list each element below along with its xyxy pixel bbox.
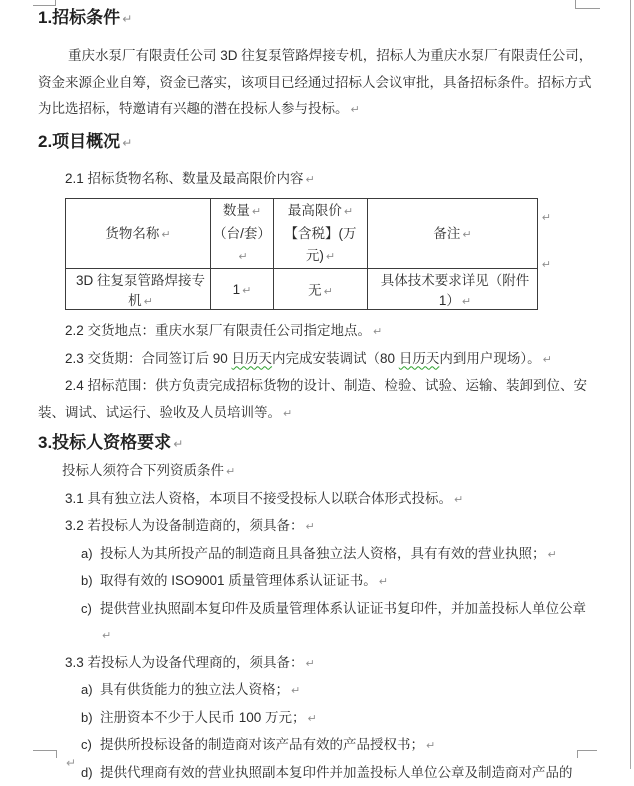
margin-crop-mark-top-right: [575, 0, 600, 9]
list-item-text: 提供代理商有效的营业执照副本复印件并加盖投标人单位公章及制造商对产品的: [100, 765, 573, 780]
section-heading-3: [38, 431, 595, 456]
pilcrow-mark: ↵: [281, 408, 292, 420]
list-item-3-3-d: [100, 760, 595, 786]
clause-3-1: [38, 486, 595, 514]
clause-2-1: [38, 166, 595, 194]
header-cell-remarks: [368, 199, 538, 269]
header-cell-price-limit: [274, 199, 368, 269]
clause-2-4: [38, 373, 595, 427]
pilcrow-mark: ↵: [66, 756, 76, 770]
pilcrow-mark: ↵: [460, 296, 471, 308]
clause-2-3: [38, 346, 595, 374]
list-item-label: d): [81, 760, 93, 786]
goods-name-text: 3D 往复泵管路焊接专机: [76, 273, 205, 308]
pilcrow-mark: ↵: [159, 229, 170, 241]
section-heading-2: [38, 130, 595, 155]
cell-quantity: [211, 269, 274, 310]
pilcrow-mark: ↵: [342, 206, 353, 218]
pilcrow-mark: ↵: [371, 326, 382, 338]
pilcrow-mark: ↵: [460, 229, 471, 241]
clause-2-3-text-a: 2.3 交货期：合同签订后 90: [65, 351, 232, 366]
intro-paragraph: [38, 43, 595, 124]
list-item-label: b): [81, 568, 93, 595]
clause-2-3-text-c: 内到用户现场）。: [439, 351, 540, 366]
header-price-line1: [274, 200, 367, 223]
pilcrow-mark: ↵: [304, 658, 315, 670]
pilcrow-mark: ↵: [120, 136, 132, 150]
pilcrow-mark: ↵: [349, 104, 360, 116]
header-remarks-text: 备注: [433, 226, 460, 241]
goods-table: [65, 198, 538, 310]
remarks-text: 具体技术要求详见（附件 1）: [381, 273, 530, 308]
list-item-3-2-a: [100, 541, 595, 569]
heading-2-text: 2.项目概况: [38, 132, 120, 151]
list-item-label: b): [81, 705, 93, 732]
list-item-3-3-a: [100, 677, 595, 705]
list-item-text: 注册资本不少于人民币 100 万元；: [100, 710, 306, 725]
pilcrow-mark: ↵: [542, 258, 551, 271]
clause-3-3-text: 3.3 若投标人为设备代理商的，须具备：: [65, 655, 304, 670]
intro-paragraph-text: 重庆水泵厂有限责任公司 3D 往复泵管路焊接专机，招标人为重庆水泵厂有限责任公司，资金来源企业自筹，资金已落实，该项目已经通过招标人会议审批，具备招标条件。招标方式为比选招标，特邀请有兴趣的潜在投标人参与投标。: [38, 48, 592, 116]
pilcrow-mark: ↵: [377, 576, 388, 588]
page-edge-line: [630, 0, 631, 769]
header-price-unit-text: 【含税】(万元): [285, 226, 357, 263]
spellcheck-wavy-word: 日历天: [232, 351, 273, 366]
pilcrow-mark: ↵: [240, 285, 251, 297]
pilcrow-mark: ↵: [541, 354, 552, 366]
margin-crop-mark-top-left: [33, 0, 56, 6]
goods-table-wrap: [65, 198, 539, 310]
clause-3-3: [38, 650, 595, 678]
pilcrow-mark: ↵: [306, 713, 317, 725]
cell-goods-name: [66, 269, 211, 310]
pilcrow-mark: ↵: [546, 549, 557, 561]
clause-2-1-text: 2.1 招标货物名称、数量及最高限价内容: [65, 171, 304, 186]
list-item-label: c): [81, 596, 92, 623]
pilcrow-mark: ↵: [224, 466, 235, 478]
cell-price-limit: [274, 269, 368, 310]
pilcrow-mark: ↵: [250, 206, 261, 218]
list-item-label: a): [81, 677, 93, 704]
pilcrow-mark: ↵: [289, 685, 300, 697]
pilcrow-mark: ↵: [142, 296, 153, 308]
clause-2-2: [38, 318, 595, 346]
pilcrow-mark: ↵: [236, 251, 247, 263]
pilcrow-mark: ↵: [120, 12, 132, 26]
list-item-label: a): [81, 541, 93, 568]
list-item-3-2-c: [100, 596, 595, 650]
header-goods-name-text: 货物名称: [105, 226, 159, 241]
quantity-value: 1: [233, 282, 241, 297]
list-item-text: 提供所投标设备的制造商对该产品有效的产品授权书；: [100, 737, 424, 752]
list-item-3-2-b: [100, 568, 595, 596]
header-cell-quantity: [211, 199, 274, 269]
clause-2-4-text: 2.4 招标范围：供方负责完成招标货物的设计、制造、检验、试验、运输、装卸到位、安装、调试、试运行、验收及人员培训等。: [38, 378, 587, 420]
clause-3-2-text: 3.2 若投标人为设备制造商的，须具备：: [65, 518, 304, 533]
list-item-text: 提供营业执照副本复印件及质量管理体系认证证书复印件，并加盖投标人单位公章: [100, 601, 586, 616]
list-item-label: c): [81, 732, 92, 759]
header-quantity-text: 数量: [223, 203, 250, 218]
pilcrow-mark: ↵: [322, 286, 333, 298]
pilcrow-mark: ↵: [304, 521, 315, 533]
header-quantity-unit-text: （台/套）: [213, 226, 271, 241]
header-quantity-line2: [211, 223, 273, 268]
section-heading-1: [38, 6, 595, 31]
list-item-text: 取得有效的 ISO9001 质量管理体系认证证书。: [100, 573, 377, 588]
qualification-intro: [38, 458, 595, 486]
pilcrow-mark: ↵: [324, 251, 335, 263]
table-data-row: [66, 269, 538, 310]
pilcrow-mark: ↵: [452, 494, 463, 506]
list-item-text: 具有供货能力的独立法人资格；: [100, 682, 289, 697]
pilcrow-mark: ↵: [542, 211, 551, 224]
header-cell-goods-name: [66, 199, 211, 269]
pilcrow-mark: ↵: [304, 174, 315, 186]
price-limit-value: 无: [308, 283, 322, 298]
cell-remarks: [368, 269, 538, 310]
list-item-3-3-c: [100, 732, 595, 760]
heading-3-text: 3.投标人资格要求: [38, 433, 171, 452]
heading-1-text: 1.招标条件: [38, 8, 120, 27]
pilcrow-mark: ↵: [424, 740, 435, 752]
spellcheck-wavy-word: 日历天: [399, 351, 440, 366]
pilcrow-mark: ↵: [100, 630, 111, 642]
table-header-row: [66, 199, 538, 269]
clause-2-3-text-b: 内完成安装调试（80: [272, 351, 399, 366]
pilcrow-mark: ↵: [171, 437, 183, 451]
clause-3-2: [38, 513, 595, 541]
clause-3-1-text: 3.1 具有独立法人资格，本项目不接受投标人以联合体形式投标。: [65, 491, 452, 506]
list-item-3-3-b: [100, 705, 595, 733]
margin-crop-mark-bottom-left: [33, 750, 57, 758]
header-price-line2: [274, 223, 367, 268]
qualification-intro-text: 投标人须符合下列资质条件: [62, 463, 224, 478]
clause-2-2-text: 2.2 交货地点：重庆水泵厂有限责任公司指定地点。: [65, 323, 371, 338]
list-item-text: 投标人为其所投产品的制造商且具备独立法人资格，具有有效的营业执照；: [100, 546, 546, 561]
header-price-text: 最高限价: [288, 203, 342, 218]
header-quantity-line1: [211, 200, 273, 223]
